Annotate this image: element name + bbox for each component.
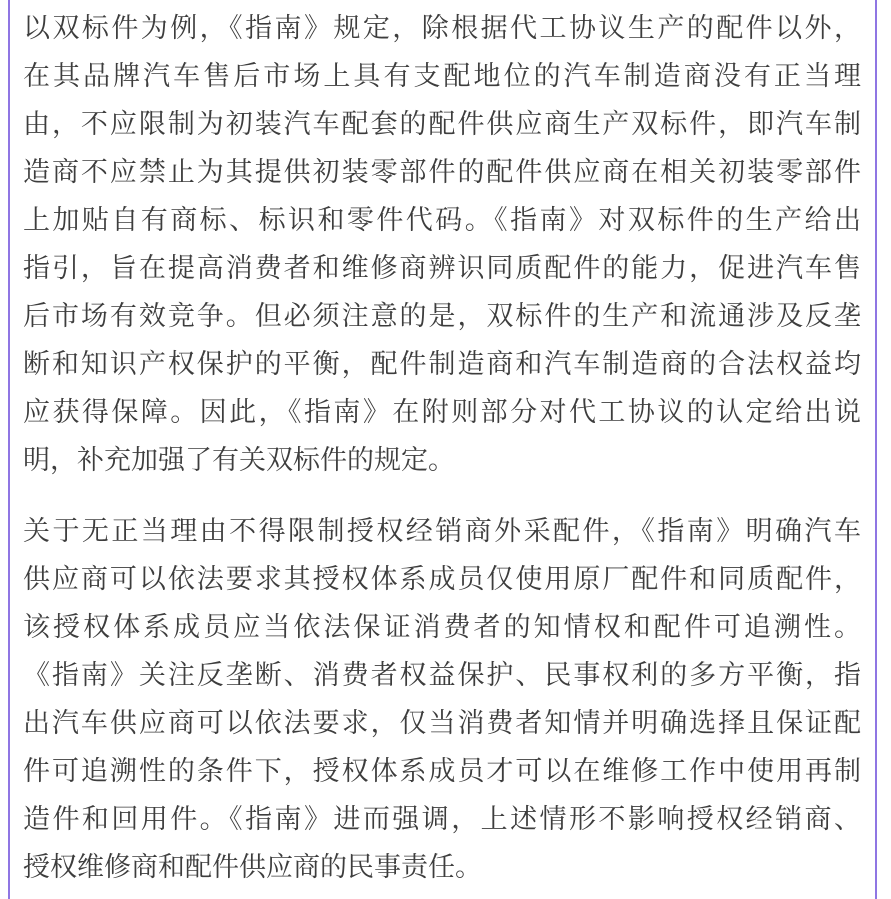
- paragraph: [23, 4, 861, 484]
- text-line: 授权维修商和配件供应商的民事责任。: [23, 852, 482, 882]
- article: [23, 4, 861, 891]
- text-line: 明，补充加强了有关双标件的规定。: [23, 445, 455, 475]
- text-line: 以双标件为例，《指南》规定，除根据代工协议生产的配件以外，: [23, 13, 861, 43]
- text-line: 在其品牌汽车售后市场上具有支配地位的汽车制造商没有正当理: [23, 61, 861, 91]
- text-line: 造件和回用件。《指南》进而强调，上述情形不影响授权经销商、: [23, 804, 861, 834]
- text-line: 由，不应限制为初装汽车配套的配件供应商生产双标件，即汽车制: [23, 109, 861, 139]
- text-line: 出汽车供应商可以依法要求，仅当消费者知情并明确选择且保证配: [23, 708, 861, 738]
- content-panel: [8, 0, 877, 899]
- text-line: 该授权体系成员应当依法保证消费者的知情权和配件可追溯性。: [23, 612, 861, 642]
- text-line: 后市场有效竞争。但必须注意的是，双标件的生产和流通涉及反垄: [23, 301, 861, 331]
- text-line: 《指南》关注反垄断、消费者权益保护、民事权利的多方平衡，指: [23, 660, 861, 690]
- text-line: 造商不应禁止为其提供初装零部件的配件供应商在相关初装零部件: [23, 157, 861, 187]
- text-line: 关于无正当理由不得限制授权经销商外采配件，《指南》明确汽车: [23, 516, 861, 546]
- text-line: 应获得保障。因此，《指南》在附则部分对代工协议的认定给出说: [23, 397, 861, 427]
- text-line: 上加贴自有商标、标识和零件代码。《指南》对双标件的生产给出: [23, 205, 861, 235]
- text-line: 件可追溯性的条件下，授权体系成员才可以在维修工作中使用再制: [23, 756, 861, 786]
- paragraph: [23, 507, 861, 891]
- text-line: 断和知识产权保护的平衡，配件制造商和汽车制造商的合法权益均: [23, 349, 861, 379]
- text-line: 指引，旨在提高消费者和维修商辨识同质配件的能力，促进汽车售: [23, 253, 861, 283]
- text-line: 供应商可以依法要求其授权体系成员仅使用原厂配件和同质配件，: [23, 564, 861, 594]
